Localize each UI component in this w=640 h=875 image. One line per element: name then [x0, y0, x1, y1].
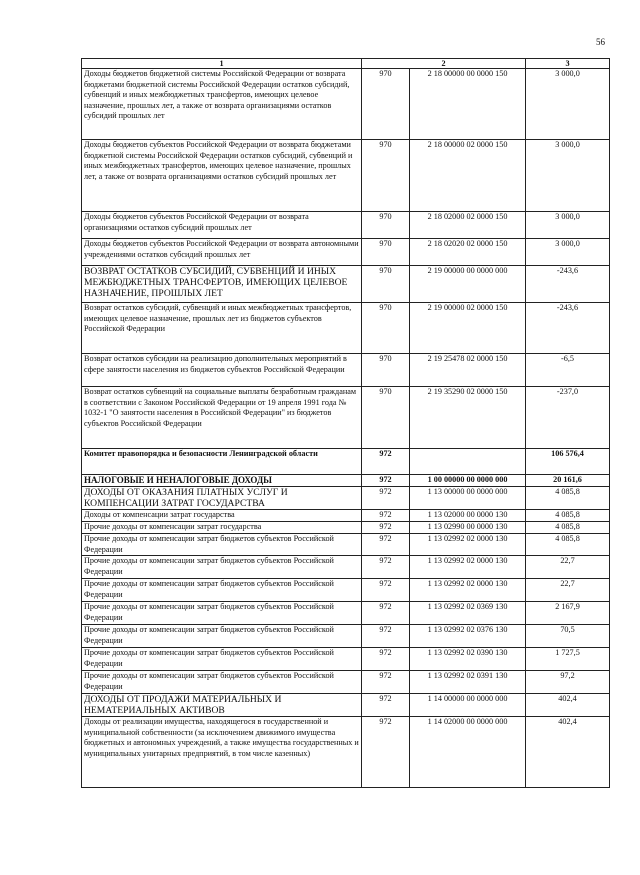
row-code-cell: 972 — [362, 522, 410, 534]
row-kbk-cell: 1 13 02992 02 0000 130 — [410, 534, 526, 556]
row-sum-cell: 4 085,8 — [526, 534, 610, 556]
row-name-cell: Прочие доходы от компенсации затрат бюджетов субъектов Российской Федерации — [82, 625, 362, 648]
row-sum-cell: 2 167,9 — [526, 602, 610, 625]
row-sum-cell: 3 000,0 — [526, 239, 610, 266]
table-row — [82, 671, 610, 694]
row-kbk-cell: 2 18 00000 02 0000 150 — [410, 140, 526, 212]
row-sum-cell: 22,7 — [526, 579, 610, 602]
table-row — [82, 694, 610, 717]
header-col-1: 1 — [82, 59, 362, 69]
table-row — [82, 487, 610, 510]
row-sum-cell: 20 161,6 — [526, 475, 610, 487]
row-kbk-cell: 2 19 00000 02 0000 150 — [410, 303, 526, 354]
row-sum-cell: 106 576,4 — [526, 449, 610, 475]
row-name-cell: Доходы бюджетов бюджетной системы Российской Федерации от возврата бюджетами бюджетной системы Российской Федерации остатков субсидий, субвенций и иных межбюджетных трансфертов, имеющих целевое назначение, прошлых лет, а также от возврата организациями остатков субсидий прошлых лет — [82, 69, 362, 140]
table-row — [82, 475, 610, 487]
row-code-cell: 970 — [362, 239, 410, 266]
row-code-cell: 972 — [362, 671, 410, 694]
table-row — [82, 354, 610, 387]
row-name-cell: Доходы от компенсации затрат государства — [82, 510, 362, 522]
row-code-cell: 972 — [362, 648, 410, 671]
row-name-cell: Прочие доходы от компенсации затрат бюджетов субъектов Российской Федерации — [82, 602, 362, 625]
row-kbk-cell: 1 14 02000 00 0000 000 — [410, 717, 526, 788]
row-code-cell: 972 — [362, 475, 410, 487]
row-code-cell: 970 — [362, 354, 410, 387]
table-row — [82, 303, 610, 354]
row-kbk-cell: 2 18 00000 00 0000 150 — [410, 69, 526, 140]
row-sum-cell: 70,5 — [526, 625, 610, 648]
table-row — [82, 239, 610, 266]
row-code-cell: 972 — [362, 449, 410, 475]
header-col-2: 2 — [362, 59, 526, 69]
row-kbk-cell: 1 13 02992 02 0390 130 — [410, 648, 526, 671]
row-name-cell: ДОХОДЫ ОТ ОКАЗАНИЯ ПЛАТНЫХ УСЛУГ И КОМПЕНСАЦИИ ЗАТРАТ ГОСУДАРСТВА — [82, 487, 362, 510]
row-code-cell: 970 — [362, 303, 410, 354]
row-kbk-cell: 2 19 25478 02 0000 150 — [410, 354, 526, 387]
header-col-3: 3 — [526, 59, 610, 69]
row-sum-cell: 3 000,0 — [526, 140, 610, 212]
row-name-cell: Возврат остатков субсидий, субвенций и иных межбюджетных трансфертов, имеющих целевое назначение, прошлых лет из бюджетов субъектов Российской Федерации — [82, 303, 362, 354]
row-kbk-cell: 1 14 00000 00 0000 000 — [410, 694, 526, 717]
row-name-cell: Прочие доходы от компенсации затрат бюджетов субъектов Российской Федерации — [82, 671, 362, 694]
row-sum-cell: -243,6 — [526, 266, 610, 303]
table-row — [82, 717, 610, 788]
row-name-cell: Прочие доходы от компенсации затрат бюджетов субъектов Российской Федерации — [82, 648, 362, 671]
row-name-cell: Возврат остатков субвенций на социальные выплаты безработным гражданам в соответствии с Законом Российской Федерации от 19 апреля 1991 года № 1032-1 "О занятости населения в Российской Федерации" из бюджетов субъектов Российской Федерации — [82, 387, 362, 449]
row-kbk-cell: 1 13 02992 02 0000 130 — [410, 579, 526, 602]
row-sum-cell: 4 085,8 — [526, 510, 610, 522]
table-row — [82, 648, 610, 671]
row-code-cell: 970 — [362, 69, 410, 140]
row-code-cell: 972 — [362, 694, 410, 717]
row-kbk-cell: 2 19 35290 02 0000 150 — [410, 387, 526, 449]
table-row — [82, 534, 610, 556]
row-name-cell: Доходы бюджетов субъектов Российской Федерации от возврата бюджетами бюджетной системы Российской Федерации остатков субсидий, субвенций и иных межбюджетных трансфертов, имеющих целевое назначение, прошлых лет, а также от возврата организациями остатков субсидий прошлых лет — [82, 140, 362, 212]
row-code-cell: 972 — [362, 579, 410, 602]
row-name-cell: Прочие доходы от компенсации затрат бюджетов субъектов Российской Федерации — [82, 556, 362, 579]
row-kbk-cell: 1 13 02000 00 0000 130 — [410, 510, 526, 522]
table-row — [82, 69, 610, 140]
table-row — [82, 625, 610, 648]
row-name-cell: Комитет правопорядка и безопасности Ленинградской области — [82, 449, 362, 475]
row-sum-cell: 402,4 — [526, 694, 610, 717]
row-name-cell: Доходы бюджетов субъектов Российской Федерации от возврата организациями остатков субсидий прошлых лет — [82, 212, 362, 239]
page-number: 56 — [596, 37, 605, 47]
row-sum-cell: 3 000,0 — [526, 69, 610, 140]
row-sum-cell: 22,7 — [526, 556, 610, 579]
row-kbk-cell: 2 18 02020 02 0000 150 — [410, 239, 526, 266]
row-kbk-cell: 2 19 00000 00 0000 000 — [410, 266, 526, 303]
row-sum-cell: 3 000,0 — [526, 212, 610, 239]
table-row — [82, 266, 610, 303]
row-sum-cell: 97,2 — [526, 671, 610, 694]
row-code-cell: 970 — [362, 212, 410, 239]
row-sum-cell: 4 085,8 — [526, 487, 610, 510]
row-sum-cell: -243,6 — [526, 303, 610, 354]
table-row — [82, 522, 610, 534]
row-name-cell: ДОХОДЫ ОТ ПРОДАЖИ МАТЕРИАЛЬНЫХ И НЕМАТЕРИАЛЬНЫХ АКТИВОВ — [82, 694, 362, 717]
row-name-cell: Прочие доходы от компенсации затрат бюджетов субъектов Российской Федерации — [82, 534, 362, 556]
row-kbk-cell: 1 00 00000 00 0000 000 — [410, 475, 526, 487]
row-name-cell: Доходы от реализации имущества, находящегося в государственной и муниципальной собственности (за исключением движимого имущества бюджетных и автономных учреждений, а также имущества государственных и муниципальных унитарных предприятий, в том числе казенных) — [82, 717, 362, 788]
row-code-cell: 972 — [362, 487, 410, 510]
row-name-cell: Доходы бюджетов субъектов Российской Федерации от возврата автономными учреждениями остатков субсидий прошлых лет — [82, 239, 362, 266]
row-code-cell: 972 — [362, 717, 410, 788]
row-kbk-cell: 1 13 02992 02 0391 130 — [410, 671, 526, 694]
row-kbk-cell: 1 13 02992 02 0376 130 — [410, 625, 526, 648]
table-row — [82, 556, 610, 579]
row-sum-cell: 4 085,8 — [526, 522, 610, 534]
row-kbk-cell: 1 13 02990 00 0000 130 — [410, 522, 526, 534]
table-row — [82, 387, 610, 449]
row-name-cell: Прочие доходы от компенсации затрат государства — [82, 522, 362, 534]
table-row — [82, 602, 610, 625]
row-name-cell: Прочие доходы от компенсации затрат бюджетов субъектов Российской Федерации — [82, 579, 362, 602]
revenue-table — [81, 58, 610, 788]
row-code-cell: 972 — [362, 602, 410, 625]
row-name-cell: ВОЗВРАТ ОСТАТКОВ СУБСИДИЙ, СУБВЕНЦИЙ И ИНЫХ МЕЖБЮДЖЕТНЫХ ТРАНСФЕРТОВ, ИМЕЮЩИХ ЦЕЛЕВОЕ НАЗНАЧЕНИЕ, ПРОШЛЫХ ЛЕТ — [82, 266, 362, 303]
row-name-cell: НАЛОГОВЫЕ И НЕНАЛОГОВЫЕ ДОХОДЫ — [82, 475, 362, 487]
row-kbk-cell: 1 13 02992 02 0000 130 — [410, 556, 526, 579]
row-kbk-cell: 1 13 00000 00 0000 000 — [410, 487, 526, 510]
row-sum-cell: -237,0 — [526, 387, 610, 449]
row-code-cell: 970 — [362, 266, 410, 303]
table-header-row — [82, 59, 610, 69]
row-sum-cell: -6,5 — [526, 354, 610, 387]
row-kbk-cell: 1 13 02992 02 0369 130 — [410, 602, 526, 625]
row-code-cell: 972 — [362, 510, 410, 522]
table-row — [82, 212, 610, 239]
row-code-cell: 970 — [362, 387, 410, 449]
row-code-cell: 972 — [362, 625, 410, 648]
row-code-cell: 972 — [362, 556, 410, 579]
table-row — [82, 449, 610, 475]
row-code-cell: 970 — [362, 140, 410, 212]
row-sum-cell: 1 727,5 — [526, 648, 610, 671]
table-row — [82, 140, 610, 212]
table-row — [82, 510, 610, 522]
row-sum-cell: 402,4 — [526, 717, 610, 788]
row-kbk-cell: 2 18 02000 02 0000 150 — [410, 212, 526, 239]
row-name-cell: Возврат остатков субсидии на реализацию дополнительных мероприятий в сфере занятости населения из бюджетов субъектов Российской Федерации — [82, 354, 362, 387]
table-row — [82, 579, 610, 602]
row-code-cell: 972 — [362, 534, 410, 556]
row-kbk-cell — [410, 449, 526, 475]
